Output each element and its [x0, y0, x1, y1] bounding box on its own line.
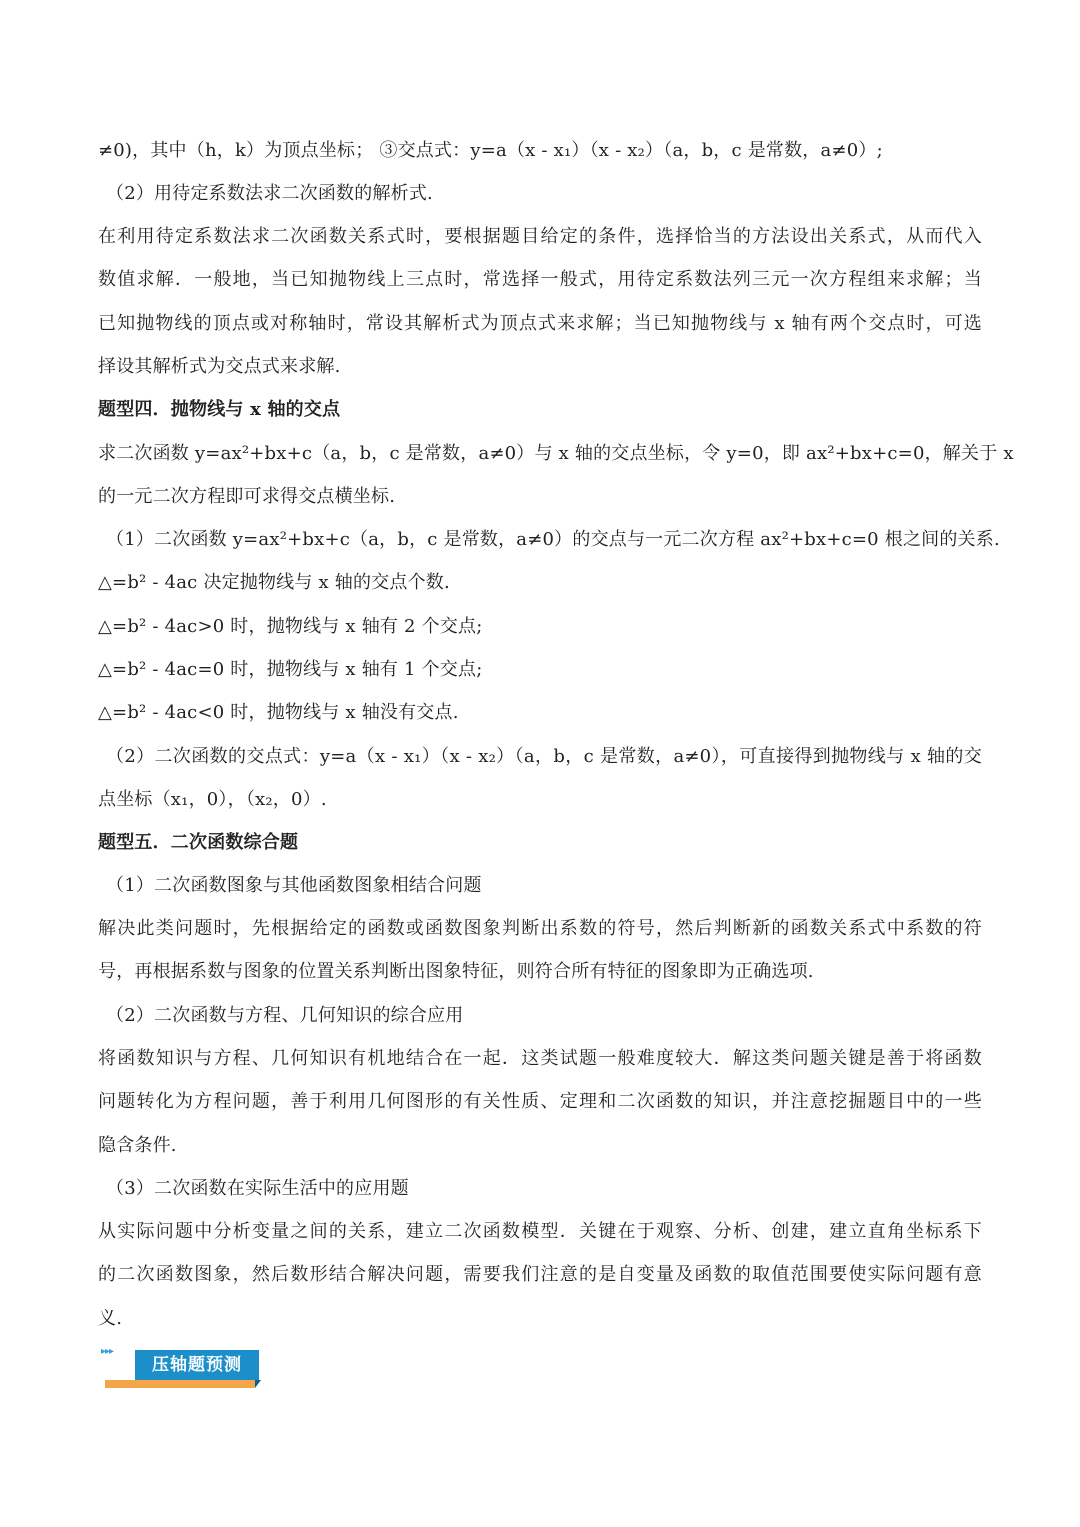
- banner-label: 压轴题预测: [135, 1350, 259, 1380]
- text-line: 择设其解析式为交点式来求解.: [98, 356, 341, 377]
- discriminant-line: △=b² - 4ac<0 时，抛物线与 x 轴没有交点.: [98, 702, 459, 723]
- discriminant-line: △=b² - 4ac>0 时，抛物线与 x 轴有 2 个交点;: [98, 616, 483, 637]
- banner-fold: [255, 1380, 261, 1388]
- text-line: 解决此类问题时，先根据给定的函数或函数图象判断出系数的符号，然后判断新的函数关系式中系数的符: [98, 918, 982, 939]
- subheading: （1）二次函数图象与其他函数图象相结合问题: [106, 875, 482, 896]
- discriminant-line: △=b² - 4ac=0 时，抛物线与 x 轴有 1 个交点;: [98, 659, 483, 680]
- text-line: 数值求解．一般地，当已知抛物线上三点时，常选择一般式，用待定系数法列三元一次方程组来求解；当: [98, 269, 982, 290]
- text-line: 的二次函数图象，然后数形结合解决问题，需要我们注意的是自变量及函数的取值范围要使实际问题有意: [98, 1264, 982, 1285]
- text-line: ≠0)，其中（h，k）为顶点坐标； ③交点式：y=a（x - x₁）（x - x₂）（a，b，c 是常数，a≠0）;: [98, 140, 883, 161]
- text-line: 在利用待定系数法求二次函数关系式时，要根据题目给定的条件，选择恰当的方法设出关系式，从而代入: [98, 226, 982, 247]
- text-line: 已知抛物线的顶点或对称轴时，常设其解析式为顶点式来求解；当已知抛物线与 x 轴有两个交点时，可选: [98, 313, 982, 334]
- text-line: （2）二次函数的交点式：y=a（x - x₁）（x - x₂）（a，b，c 是常数，a≠0），可直接得到抛物线与 x 轴的交: [106, 746, 982, 767]
- subheading: （3）二次函数在实际生活中的应用题: [106, 1178, 409, 1199]
- text-line: 义.: [98, 1308, 123, 1329]
- subheading-method: （2）用待定系数法求二次函数的解析式.: [106, 183, 433, 204]
- text-line: 将函数知识与方程、几何知识有机地结合在一起．这类试题一般难度较大．解这类问题关键是善于将函数: [98, 1048, 982, 1069]
- section-banner: [101, 1347, 261, 1391]
- text-line: 号，再根据系数与图象的位置关系判断出图象特征，则符合所有特征的图象即为正确选项.: [98, 961, 814, 982]
- text-line: 点坐标（x₁，0），（x₂，0）.: [98, 789, 327, 810]
- section-heading-5: 题型五．二次函数综合题: [98, 832, 299, 853]
- text-line: 从实际问题中分析变量之间的关系，建立二次函数模型．关键在于观察、分析、创建，建立直角坐标系下: [98, 1221, 982, 1242]
- section-heading-4: 题型四．抛物线与 x 轴的交点: [98, 399, 341, 420]
- text-line: 问题转化为方程问题，善于利用几何图形的有关性质、定理和二次函数的知识，并注意挖掘题目中的一些: [98, 1091, 982, 1112]
- banner-underline: [105, 1380, 255, 1388]
- discriminant-line: △=b² - 4ac 决定抛物线与 x 轴的交点个数.: [98, 572, 450, 593]
- subheading: （2）二次函数与方程、几何知识的综合应用: [106, 1005, 464, 1026]
- text-line: 求二次函数 y=ax²+bx+c（a，b，c 是常数，a≠0）与 x 轴的交点坐标，令 y=0，即 ax²+bx+c=0，解关于 x: [98, 443, 1014, 464]
- arrows-icon: ▸▸▸: [101, 1346, 114, 1357]
- text-line: 隐含条件.: [98, 1135, 177, 1156]
- text-line: 的一元二次方程即可求得交点横坐标.: [98, 486, 396, 507]
- text-line: （1）二次函数 y=ax²+bx+c（a，b，c 是常数，a≠0）的交点与一元二次方程 ax²+bx+c=0 根之间的关系.: [106, 529, 1000, 550]
